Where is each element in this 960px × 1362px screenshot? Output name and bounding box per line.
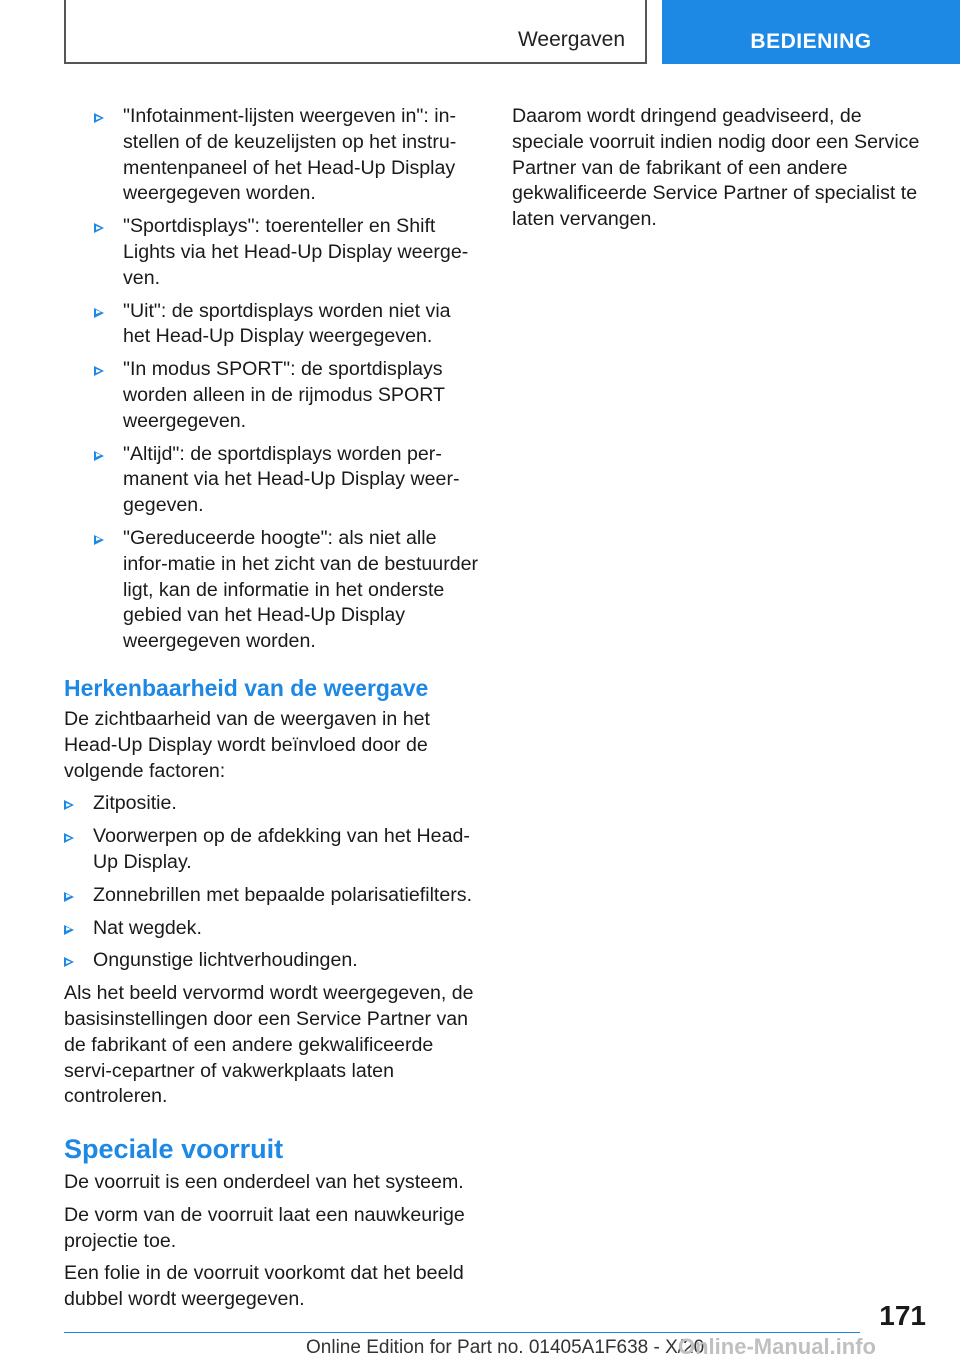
section-title: Weergaven — [517, 28, 625, 51]
list-item: Zitpositie. — [64, 791, 480, 817]
bullet-triangle-icon — [64, 957, 74, 967]
right-column — [512, 104, 928, 240]
page-number: 171 — [879, 1300, 926, 1331]
section-heading: Speciale voorruit — [64, 1134, 284, 1165]
bullet-triangle-icon — [94, 113, 104, 123]
list-item: "Gereduceerde hoogte": als niet alle infor-matie in het zicht van de bestuurder ligt, kan de informatie in het onderste gebied van het Head-Up Display weergegeven worden. — [64, 526, 480, 655]
footer-edition-text: Online Edition for Part no. 01405A1F638 - X/20 — [306, 1337, 705, 1358]
list-item: Voorwerpen op de afdekking van het Head-Up Display. — [64, 824, 480, 876]
bullet-triangle-icon — [64, 925, 74, 935]
bullet-triangle-icon — [94, 223, 104, 233]
bullet-triangle-icon — [94, 366, 104, 376]
bullet-triangle-icon — [64, 833, 74, 843]
paragraph: Een folie in de voorruit voorkomt dat het beeld dubbel wordt weergegeven. — [64, 1262, 464, 1311]
header-section-box — [64, 0, 647, 64]
list-item: "Infotainment-lijsten weergeven in": in-stellen of de keuzelijsten op het instru-mentenpaneel of het Head-Up Display weergegeven worden. — [64, 104, 480, 207]
sub-list-item: "Altijd": de sportdisplays worden per-manent via het Head-Up Display weer-gegeven. — [123, 442, 480, 519]
paragraph: Daarom wordt dringend geadviseerd, de speciale voorruit indien nodig door een Service Partner van de fabrikant of een andere gekwalificeerde Service Partner of specialist te laten vervangen. — [512, 105, 920, 231]
list-item: Nat wegdek. — [64, 916, 480, 942]
sub-list-item: "Uit": de sportdisplays worden niet via het Head-Up Display weergegeven. — [123, 299, 480, 351]
bullet-triangle-icon — [94, 535, 104, 545]
section-heading: Herkenbaarheid van de weergave — [64, 674, 429, 701]
bullet-triangle-icon — [94, 308, 104, 318]
watermark: Online-Manual.info — [678, 1334, 876, 1359]
bullet-triangle-icon — [94, 451, 104, 461]
bullet-triangle-icon — [64, 892, 74, 902]
paragraph: De vorm van de voorruit laat een nauwkeurige projectie toe. — [64, 1203, 465, 1252]
list-item: Zonnebrillen met bepaalde polarisatiefilters. — [64, 883, 480, 909]
list-item: Ongunstige lichtverhoudingen. — [64, 948, 480, 974]
chapter-title: BEDIENING — [750, 30, 872, 53]
paragraph: Als het beeld vervormd wordt weergegeven, de basisinstellingen door een Service Partner van de fabrikant of een andere gekwalificeerde servi-cepartner of vakwerkplaats laten controleren. — [64, 982, 474, 1108]
footer-divider — [64, 1332, 860, 1333]
sub-list-item: "In modus SPORT": de sportdisplays worden alleen in de rijmodus SPORT weergegeven. — [123, 357, 480, 434]
paragraph: De voorruit is een onderdeel van het systeem. — [64, 1171, 464, 1194]
chapter-tab — [662, 0, 960, 64]
list-item: "Sportdisplays": toerenteller en Shift Lights via het Head-Up Display weerge-ven. — [64, 214, 480, 291]
paragraph: De zichtbaarheid van de weergaven in het Head-Up Display wordt beïnvloed door de volgende factoren: — [64, 707, 430, 782]
left-column — [64, 104, 480, 1320]
bullet-triangle-icon — [64, 800, 74, 810]
